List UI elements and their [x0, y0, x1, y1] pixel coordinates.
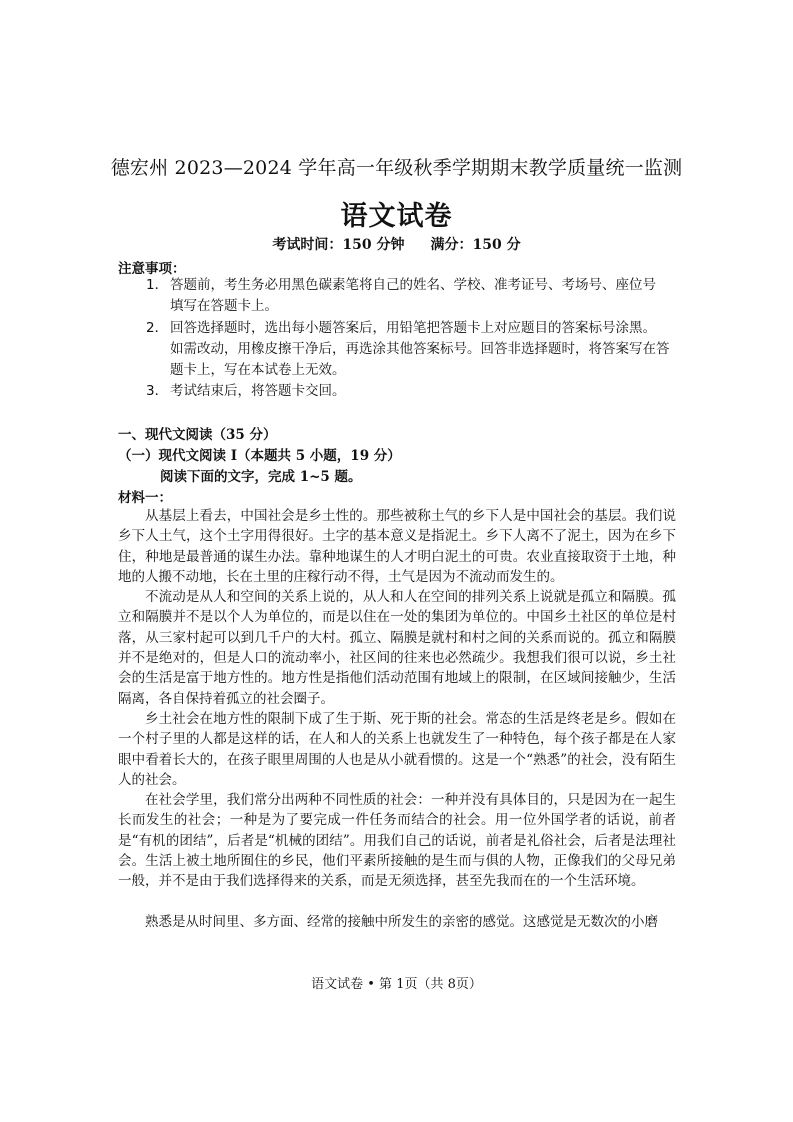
passage-paragraph: 乡土社会在地方性的限制下成了生于斯、死于斯的社会。常态的生活是终老是乡。假如在一个村子里的人都是这样的话，在人和人的关系上也就发生了一种特色，每个孩子都是在人家眼中看着长大的，在孩子眼里周围的人也是从小就看惯的。这是一个“熟悉”的社会，没有陌生人的社会。 [118, 710, 676, 788]
exam-meta [0, 234, 793, 254]
note-item [146, 275, 676, 317]
passage-paragraph: 不流动是从人和空间的关系上说的，从人和人在空间的排列关系上说就是孤立和隔膜。孤立和隔膜并不是以个人为单位的，而是以住在一处的集团为单位的。中国乡土社区的单位是村落，从三家村起可以到几千户的大村。孤立、隔膜是就村和村之间的关系而说的。孤立和隔膜并不是绝对的，但是人口的流动率小，社区间的往来也必然疏少。我想我们很可以说，乡土社会的生活是富于地方性的。地方性是指他们活动范围有地域上的限制，在区域间接触少，生活隔离，各自保持着孤立的社会圈子。 [118, 589, 676, 707]
note-text: 考试结束后，将答题卡交回。 [170, 383, 346, 399]
notes-heading: 注意事项： [118, 261, 186, 277]
section-title: 一、现代文阅读（35 分） [118, 427, 277, 443]
exam-score: 满分：150 分 [430, 237, 521, 253]
note-number: 1． [146, 277, 169, 293]
exam-time: 考试时间：150 分钟 [272, 237, 405, 253]
material-label: 材料一： [118, 490, 172, 506]
passage-paragraph: 在社会学里，我们常分出两种不同性质的社会：一种并没有具体目的，只是因为在一起生长而发生的社会；一种是为了要完成一件任务而结合的社会。用一位外国学者的话说，前者是“有机的团结”，后者是“机械的团结”。用我们自己的话说，前者是礼俗社会，后者是法理社会。生活上被土地所囿住的乡民，他们平素所接触的是生而与俱的人物，正像我们的父母兄弟一般，并不是由于我们选择得来的关系，而是无须选择，甚至先我而在的一个生活环境。 [118, 792, 676, 890]
note-number: 3． [146, 383, 169, 399]
passage-paragraph: 从基层上看去，中国社会是乡土性的。那些被称土气的乡下人是中国社会的基层。我们说乡下人土气，这个土字用得很好。土字的基本意义是指泥土。乡下人离不了泥土，因为在乡下住，种地是最普通的谋生办法。靠种地谋生的人才明白泥土的可贵。农业直接取资于土地，种地的人搬不动地，长在土里的庄稼行动不得，土气是因为不流动而发生的。 [118, 508, 676, 585]
reading-instruction: 阅读下面的文字，完成 1~5 题。 [160, 469, 362, 485]
note-text: 回答选择题时，选出每小题答案后，用铅笔把答题卡上对应题目的答案标号涂黑。 [170, 320, 656, 336]
note-text: 答题前，考生务必用黑色碳素笔将自己的姓名、学校、准考证号、考场号、座位号 [170, 277, 656, 293]
note-item [146, 318, 676, 381]
note-number: 2． [146, 320, 169, 336]
note-text-continued: 填写在答题卡上。 [170, 298, 278, 314]
exam-header-line: 德宏州 2023—2024 学年高一年级秋季学期期末教学质量统一监测 [110, 157, 683, 179]
reading-passage [118, 506, 676, 932]
subsection-title: （一）现代文阅读 I（本题共 5 小题，19 分） [118, 448, 401, 464]
note-item [146, 381, 676, 402]
page-footer: 语文试卷 • 第 1页（共 8页） [311, 977, 482, 992]
passage-paragraph: 熟悉是从时间里、多方面、经常的接触中所发生的亲密的感觉。这感觉是无数次的小磨 [145, 913, 658, 930]
note-text-continued: 如需改动，用橡皮擦干净后，再选涂其他答案标号。回答非选择题时，将答案写在答题卡上，写在本试卷上无效。 [170, 341, 670, 378]
page-title: 语文试卷 [340, 201, 453, 232]
